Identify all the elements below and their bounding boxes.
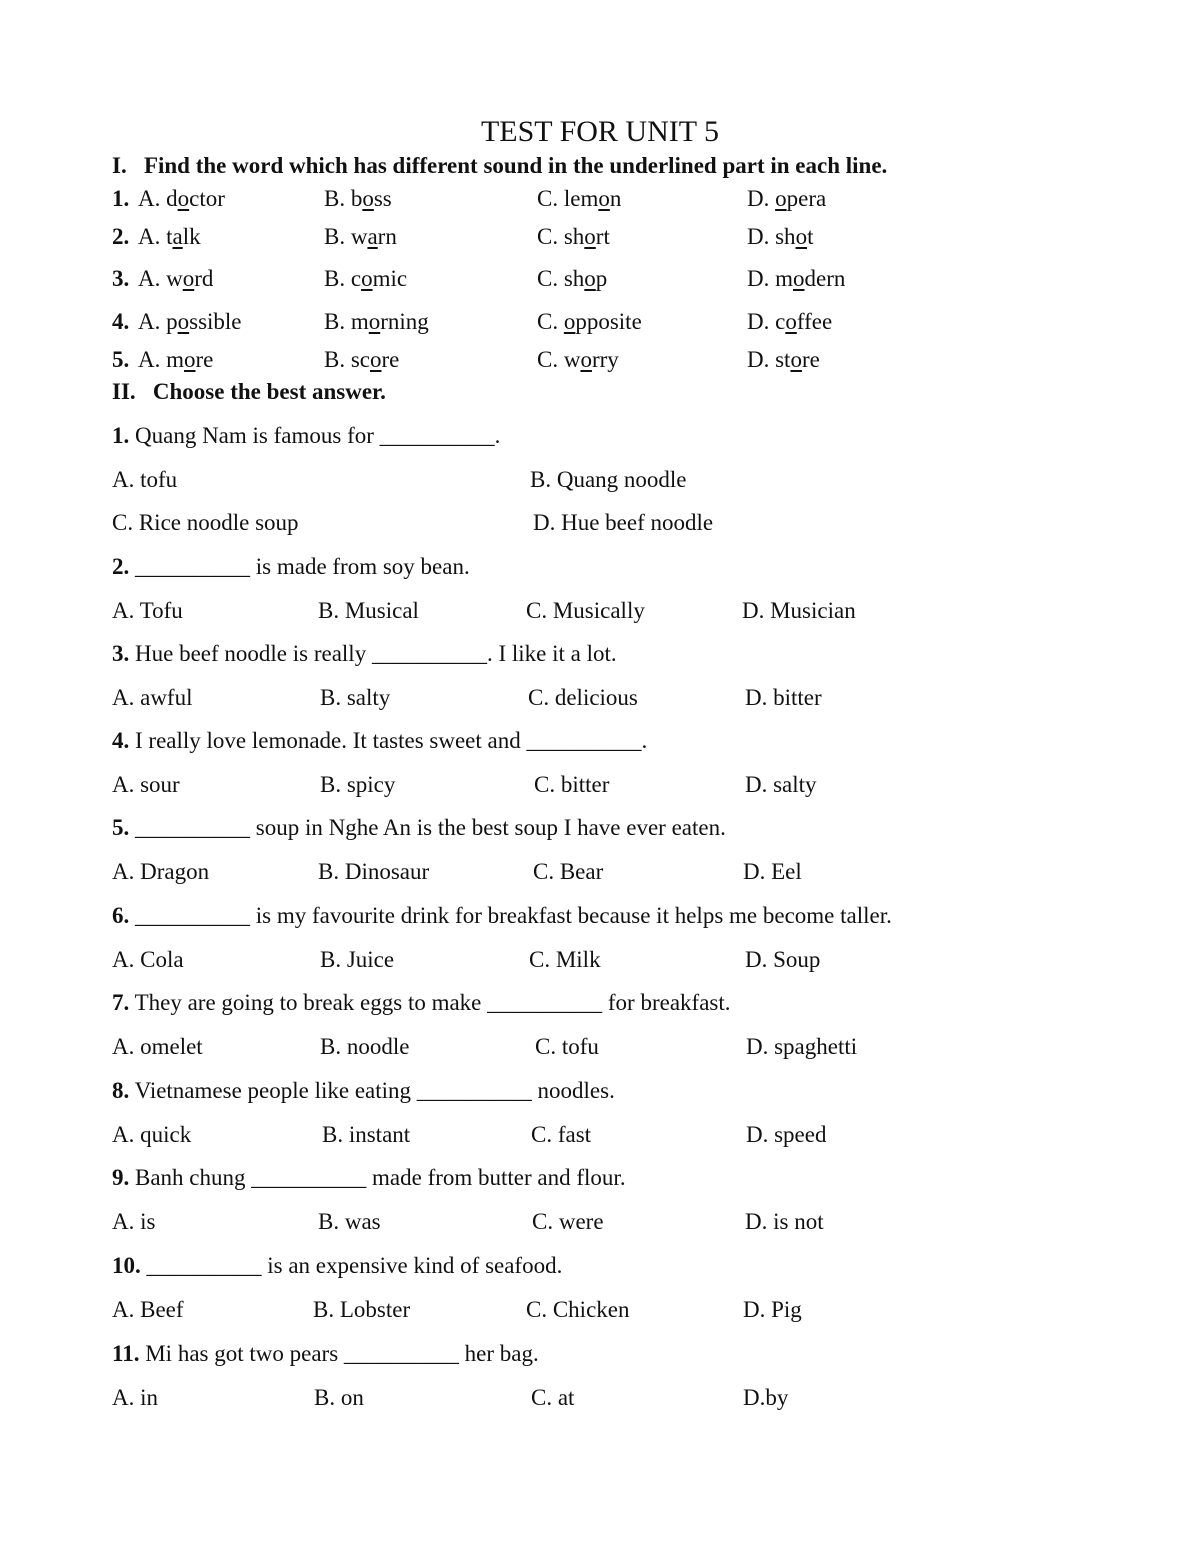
option-text: C. lem xyxy=(537,186,599,211)
question-text: Hue beef noodle is really __________. I like it a lot. xyxy=(135,641,617,666)
option-text: t xyxy=(807,224,814,249)
answer-option[interactable]: A. Tofu xyxy=(112,598,183,623)
answer-option[interactable]: A. Dragon xyxy=(112,859,210,884)
option-text: C. xyxy=(537,309,564,334)
answer-option[interactable]: B. Quang noodle xyxy=(530,467,687,492)
answer-option[interactable]: C. bitter xyxy=(534,772,610,797)
option-word xyxy=(324,308,429,336)
underlined-letter: o xyxy=(184,347,196,372)
section-1-heading xyxy=(112,152,887,180)
answer-option[interactable]: D. spaghetti xyxy=(746,1034,858,1059)
option-text: B. sc xyxy=(324,347,370,372)
answer-option[interactable]: B. salty xyxy=(320,685,391,710)
option-text: C. w xyxy=(537,347,581,372)
answer-option[interactable]: D. Hue beef noodle xyxy=(533,510,714,535)
section-1-instruction: Find the word which has different sound in the underlined part in each line. xyxy=(143,153,888,178)
option-text: D. c xyxy=(747,309,786,334)
section-1-number: I. xyxy=(112,153,127,178)
option-text: rt xyxy=(595,224,610,249)
option-text: pera xyxy=(786,186,827,211)
section-2-heading xyxy=(112,378,386,406)
answer-option[interactable]: A. awful xyxy=(112,685,193,710)
option-word xyxy=(138,346,213,374)
answer-option[interactable]: D. bitter xyxy=(745,685,822,710)
question-number: 1. xyxy=(112,423,130,448)
question-number: 4. xyxy=(112,309,130,334)
question-number: 10. xyxy=(112,1253,141,1278)
underlined-letter: o xyxy=(790,347,802,372)
underlined-letter: a xyxy=(367,224,378,249)
section-2-number: II. xyxy=(112,379,136,404)
option-text: B. w xyxy=(324,224,368,249)
option-text: A. d xyxy=(138,186,178,211)
question-text: They are going to break eggs to make __________ for breakfast. xyxy=(134,990,731,1015)
question-line xyxy=(112,727,647,755)
answer-option[interactable]: D. is not xyxy=(745,1209,824,1234)
answer-option[interactable]: A. Cola xyxy=(112,947,184,972)
underlined-letter: o xyxy=(580,347,592,372)
option-text: D. sh xyxy=(747,224,796,249)
answer-option[interactable]: B. on xyxy=(314,1385,364,1410)
answer-option[interactable]: D. Soup xyxy=(745,947,821,972)
option-text: rn xyxy=(377,224,397,249)
option-text: C. sh xyxy=(537,224,585,249)
option-text: B. b xyxy=(324,186,363,211)
option-text: A. p xyxy=(138,309,178,334)
option-text: ffee xyxy=(796,309,833,334)
question-number: 3. xyxy=(112,266,130,291)
question-number: 7. xyxy=(112,990,130,1015)
option-word xyxy=(138,265,213,293)
underlined-letter: o xyxy=(370,347,382,372)
question-number: 2. xyxy=(112,224,130,249)
option-text: ss xyxy=(373,186,392,211)
underlined-letter: o xyxy=(177,309,190,334)
underlined-letter: o xyxy=(598,186,610,211)
question-line xyxy=(112,989,731,1017)
option-text: ssible xyxy=(189,309,242,334)
option-text: D. xyxy=(747,186,776,211)
underlined-letter: o xyxy=(584,266,596,291)
answer-option[interactable]: B. was xyxy=(318,1209,381,1234)
option-word xyxy=(138,185,225,213)
underlined-letter: o xyxy=(775,186,787,211)
question-number: 2. xyxy=(112,554,130,579)
answer-option[interactable]: C. tofu xyxy=(535,1034,599,1059)
option-text: ctor xyxy=(189,186,225,211)
option-word xyxy=(747,185,826,213)
question-text: __________ soup in Nghe An is the best soup I have ever eaten. xyxy=(135,815,726,840)
answer-option[interactable]: D. Pig xyxy=(743,1297,802,1322)
underlined-letter: o xyxy=(793,266,805,291)
underlined-letter: a xyxy=(172,224,183,249)
question-line xyxy=(112,1252,562,1280)
question-line xyxy=(112,1340,539,1368)
option-word xyxy=(138,223,201,251)
option-text: re xyxy=(381,347,400,372)
option-text: re xyxy=(801,347,820,372)
option-text: n xyxy=(609,186,622,211)
answer-option[interactable]: B. spicy xyxy=(320,772,396,797)
answer-option[interactable]: C. at xyxy=(531,1385,575,1410)
question-line xyxy=(112,814,726,842)
option-word xyxy=(324,185,392,213)
option-word xyxy=(747,223,813,251)
answer-option[interactable]: A. sour xyxy=(112,772,180,797)
underlined-letter: o xyxy=(362,186,374,211)
question-line xyxy=(112,553,470,581)
underlined-letter: o xyxy=(785,309,797,334)
option-word xyxy=(747,308,832,336)
option-text: A. w xyxy=(138,266,183,291)
question-number: 3. xyxy=(112,641,130,666)
answer-option[interactable]: C. fast xyxy=(531,1122,592,1147)
question-number: 5. xyxy=(112,815,130,840)
option-word xyxy=(324,223,397,251)
question-text: Vietnamese people like eating __________ noodles. xyxy=(134,1078,615,1103)
underlined-letter: o xyxy=(177,186,190,211)
option-text: re xyxy=(195,347,214,372)
option-text: A. m xyxy=(138,347,184,372)
answer-option[interactable]: B. noodle xyxy=(320,1034,410,1059)
underlined-letter: o xyxy=(182,266,195,291)
question-number: 8. xyxy=(112,1078,130,1103)
section-2-instruction: Choose the best answer. xyxy=(152,379,386,404)
answer-option[interactable]: C. Rice noodle soup xyxy=(112,510,299,535)
answer-option[interactable]: A. is xyxy=(112,1209,156,1234)
question-number: 9. xyxy=(112,1165,130,1190)
question-line xyxy=(112,422,500,450)
question-number: 1. xyxy=(112,186,130,211)
option-word xyxy=(537,308,642,336)
option-text: p xyxy=(595,266,608,291)
option-text: rd xyxy=(194,266,214,291)
option-text: rning xyxy=(380,309,429,334)
answer-option[interactable]: A. in xyxy=(112,1385,158,1410)
question-text: Banh chung __________ made from butter and flour. xyxy=(135,1165,626,1190)
option-text: D. st xyxy=(747,347,791,372)
question-text: Quang Nam is famous for __________. xyxy=(135,423,501,448)
answer-option[interactable]: B. Juice xyxy=(320,947,395,972)
underlined-letter: o xyxy=(361,266,373,291)
option-word xyxy=(324,265,407,293)
option-word xyxy=(747,346,820,374)
option-word xyxy=(537,265,607,293)
option-text: dern xyxy=(804,266,846,291)
option-word xyxy=(138,308,242,336)
answer-option[interactable]: C. Milk xyxy=(529,947,601,972)
page-title: TEST FOR UNIT 5 xyxy=(480,115,720,148)
option-text: mic xyxy=(372,266,408,291)
question-text: __________ is my favourite drink for breakfast because it helps me become taller. xyxy=(135,903,892,928)
answer-option[interactable]: A. tofu xyxy=(112,467,178,492)
question-number: 4. xyxy=(112,728,130,753)
option-text: D. m xyxy=(747,266,793,291)
question-text: Mi has got two pears __________ her bag. xyxy=(145,1341,539,1366)
underlined-letter: o xyxy=(563,309,576,334)
question-line xyxy=(112,640,617,668)
answer-option[interactable]: D. salty xyxy=(745,772,817,797)
answer-option[interactable]: C. Chicken xyxy=(526,1297,630,1322)
question-text: __________ is made from soy bean. xyxy=(135,554,470,579)
question-number: 11. xyxy=(112,1341,140,1366)
question-text: __________ is an expensive kind of seafood. xyxy=(146,1253,563,1278)
question-text: I really love lemonade. It tastes sweet and __________. xyxy=(135,728,648,753)
option-text: rry xyxy=(591,347,619,372)
underlined-letter: o xyxy=(795,224,808,249)
answer-option[interactable]: D. speed xyxy=(746,1122,827,1147)
answer-option[interactable]: C. were xyxy=(532,1209,604,1234)
answer-option[interactable]: D.by xyxy=(743,1385,789,1410)
answer-option[interactable]: B. Musical xyxy=(318,598,419,623)
question-line xyxy=(112,1164,626,1192)
underlined-letter: o xyxy=(584,224,596,249)
answer-option[interactable]: C. Bear xyxy=(533,859,604,884)
option-word xyxy=(537,346,619,374)
option-word xyxy=(747,265,845,293)
answer-option[interactable]: A. omelet xyxy=(112,1034,203,1059)
option-text: lk xyxy=(182,224,201,249)
answer-option[interactable]: A. quick xyxy=(112,1122,192,1147)
option-text: B. c xyxy=(324,266,362,291)
option-text: B. m xyxy=(324,309,369,334)
question-number: 6. xyxy=(112,903,130,928)
answer-option[interactable]: B. Dinosaur xyxy=(318,859,430,884)
option-text: A. t xyxy=(138,224,173,249)
option-text: pposite xyxy=(575,309,642,334)
question-line xyxy=(112,902,892,930)
answer-option[interactable]: C. delicious xyxy=(528,685,638,710)
answer-option[interactable]: D. Eel xyxy=(743,859,802,884)
answer-option[interactable]: B. instant xyxy=(322,1122,411,1147)
option-word xyxy=(537,223,610,251)
option-word xyxy=(324,346,399,374)
answer-option[interactable]: B. Lobster xyxy=(313,1297,411,1322)
answer-option[interactable]: C. Musically xyxy=(526,598,645,623)
question-line xyxy=(112,1077,615,1105)
question-number: 5. xyxy=(112,347,130,372)
underlined-letter: o xyxy=(368,309,381,334)
answer-option[interactable]: A. Beef xyxy=(112,1297,184,1322)
option-word xyxy=(537,185,621,213)
answer-option[interactable]: D. Musician xyxy=(742,598,856,623)
option-text: C. sh xyxy=(537,266,585,291)
